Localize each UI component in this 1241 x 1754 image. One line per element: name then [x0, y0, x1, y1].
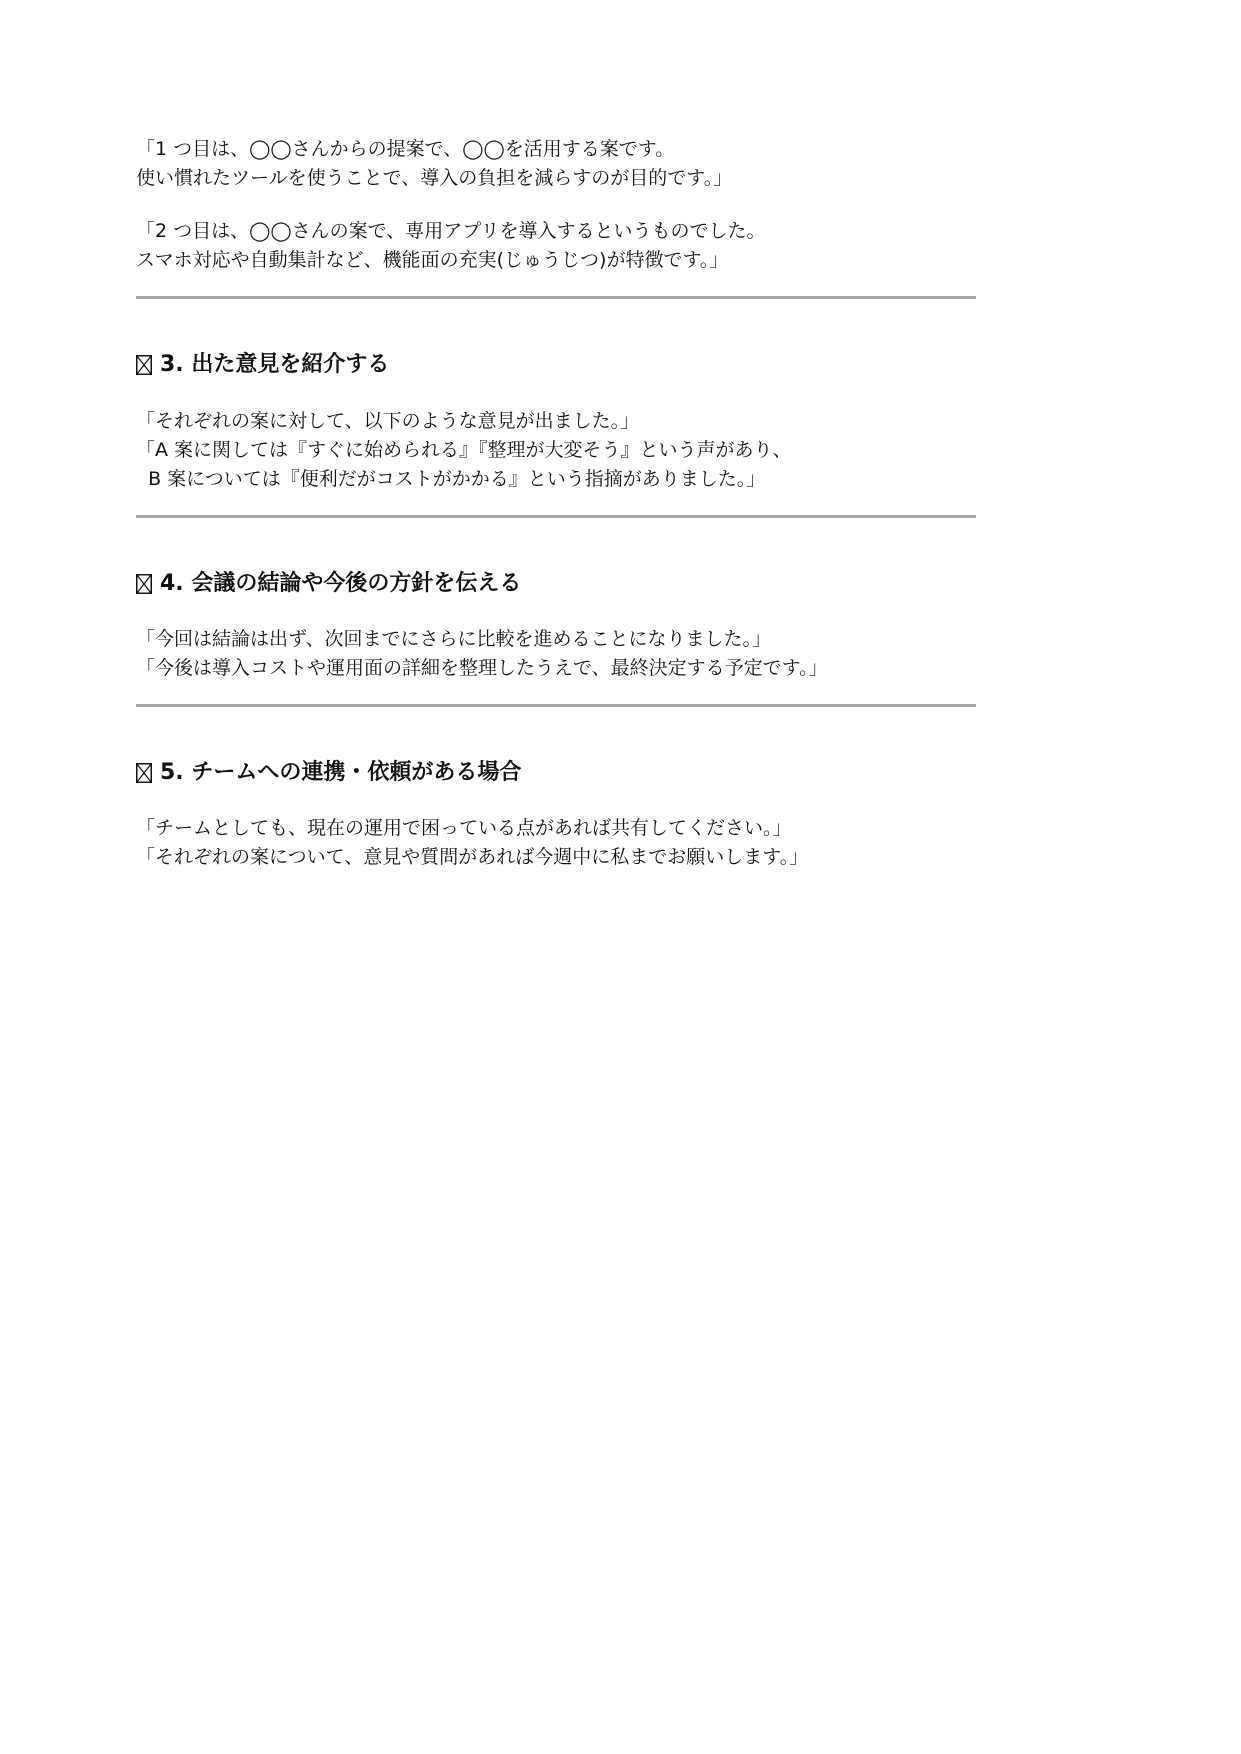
section-heading-3	[136, 350, 389, 380]
section-4-line-2: 「今後は導入コストや運用面の詳細を整理したうえで、最終決定する予定です。」	[136, 657, 828, 679]
intro-paragraph-2-line-1: 「2 つ目は、◯◯さんの案で、専用アプリを導入するというものでした。	[136, 220, 766, 242]
section-heading-4	[136, 569, 521, 599]
checkbox-cross-icon	[136, 355, 152, 375]
section-3-line-3: B 案については『便利だがコストがかかる』という指摘がありました。」	[136, 468, 766, 490]
section-3-line-1: 「それぞれの案に対して、以下のような意見が出ました。」	[136, 410, 640, 432]
section-heading-3-text: 3. 出た意見を紹介する	[160, 352, 390, 377]
section-heading-5	[136, 758, 521, 788]
section-divider	[136, 296, 976, 299]
checkbox-cross-icon	[136, 574, 152, 594]
section-3-line-2: 「A 案に関しては『すぐに始められる』『整理が大変そう』という声があり、	[136, 439, 792, 461]
section-heading-5-text: 5. チームへの連携・依頼がある場合	[160, 760, 522, 785]
section-5-line-1: 「チームとしても、現在の運用で困っている点があれば共有してください。」	[136, 817, 792, 839]
intro-paragraph-1	[136, 135, 976, 193]
section-4-line-1: 「今回は結論は出ず、次回までにさらに比較を進めることになりました。」	[136, 628, 771, 650]
section-5-line-2: 「それぞれの案について、意見や質問があれば今週中に私までお願いします。」	[136, 846, 809, 868]
intro-paragraph-1-line-2: 使い慣れたツールを使うことで、導入の負担を減らすのが目的です。」	[136, 167, 733, 189]
checkbox-cross-icon	[136, 763, 152, 783]
intro-paragraph-2	[136, 217, 976, 275]
section-5-body	[136, 814, 976, 872]
section-divider	[136, 704, 976, 707]
section-3-body	[136, 407, 976, 494]
section-divider	[136, 515, 976, 518]
intro-paragraph-1-line-1: 「1 つ目は、◯◯さんからの提案で、◯◯を活用する案です。	[136, 138, 675, 160]
section-4-body	[136, 625, 976, 683]
intro-paragraph-2-line-2: スマホ対応や自動集計など、機能面の充実(じゅうじつ)が特徴です。」	[136, 249, 729, 271]
section-heading-4-text: 4. 会議の結論や今後の方針を伝える	[160, 571, 522, 596]
